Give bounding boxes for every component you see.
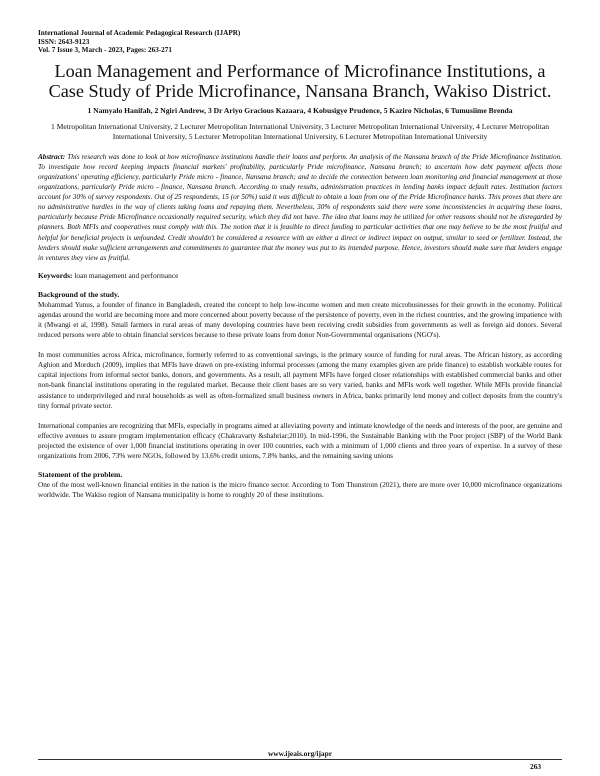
footer-divider — [38, 759, 562, 760]
journal-volume: Vol. 7 Issue 3, March - 2023, Pages: 263-271 — [38, 46, 172, 55]
journal-issn: ISSN: 2643-9123 — [38, 37, 90, 46]
statement-heading: Statement of the problem. — [38, 470, 123, 480]
page-number: 263 — [530, 762, 542, 771]
keywords-label: Keywords: — [38, 270, 73, 280]
footer-url[interactable]: www.ijeais.org/ijapr — [267, 749, 333, 758]
author-list: 1 Namyalo Hanifah, 2 Ngiri Andrew, 3 Dr Ariyo Gracious Kazaara, 4 Kobusigye Prudence, 5 Kaziro Nicholas, 6 Tumusiime Brenda — [87, 105, 513, 115]
journal-name: International Journal of Academic Pedagogical Research (IJAPR) — [38, 29, 241, 37]
journal-header — [38, 29, 562, 55]
background-heading: Background of the study. — [38, 289, 120, 299]
abstract-text: This research was done to look at how microfinance institutions handle their loans and perform. An analysis of the Nansana branch of the Pride Microfinance Institution. To investigate how record keeping impacts financial markets' profitability, particularly Pride microfinance, Nansana branch; to ascertain how debt payment affects those organizations' operating efficiency, particularly Pride micro - finance, Nansana branch; and to decide the connection between loan monitoring and financial management at those organizations, particularly Pride micro - finance, Nansana branch. According to study results, administration practices in lending banks impact default rates. Institution factors account for 30% of survey respondents. Out of 25 respondents, 15 (or 50%) said it was difficult to obtain a loan from one of the Pride Microfinance banks. This proves that there are no administrative hurdles in the way of clients taking loans and repaying them. Nevertheless, 30% of respondents said there were some inconsistencies in acquiring these loans, particularly because Pride Microfinance occasionally required security, which they did not have. The idea that loans may be utilized for other reasons should not be disregarded by planners. Both MFIs and cooperatives must comply with this. The notion that it is feasible to direct funding to particular activities that one may believe to be the most fruitful and helpful for beneficial projects is unfounded. Credit shouldn't be considered a resource with an either a direct or indirect impact on output, similar to seed or fertilizer. Instead, the lenders should make sufficient arrangements and commitments to guarantee that the money was put to its intended purpose. Hence, investors should make sure that lenders engage in ventures they view as fruitful. — [38, 152, 562, 262]
affiliation-list: 1 Metropolitan International University, 2 Lecturer Metropolitan International University, 3 Lecturer Metropolitan International University, 4 Lecturer Metropolitan International University, 5 Lecturer Metropolitan International University, 6 Lecturer Metropolitan International University — [50, 121, 550, 141]
background-paragraph-2: In most communities across Africa, microfinance, formerly referred to as conventional savings, is the primary source of funding for rural areas. The African history, as according Aghion and Morduch (2009), implies that MFIs have drawn on pre-existing informal processes (among the many examples given are pride finance) to establish workable routes for capital injections from informal sector banks, donors, and governments. As a result, all payment MFIs have forged closer relationships with established commercial banks and other non-bank financial institutions operating in the regulated market. Because their client bases are so very varied, banks and MFIs work well together. While MFIs provide financial assistance to underprivileged and rural households as well as often-formalized small business owners in Africa, banks primarily lend money and collect deposits from the country's tiny formal private sector. — [38, 351, 562, 410]
article-title: Loan Management and Performance of Microfinance Institutions, a Case Study of Pride Microfinance, Nansana Branch, Wakiso District. — [48, 60, 552, 101]
keywords — [38, 271, 562, 281]
abstract-label: Abstract: — [38, 152, 66, 161]
keywords-text: loan management and performance — [72, 270, 179, 280]
abstract — [38, 152, 562, 263]
background-paragraph-3: International companies are recognizing that MFIs, especially in programs aimed at alleviating poverty and intimate knowledge of the needs and interests of the poor, are genuine and effective avenues to assure program implementation efficacy (Chakravarty &shahriar;2010). In mid-1996, the Sustainable Banking with the Poor project (SBP) of the World Bank projected the existence of over 1,000 financial institutions operating in over 100 countries, each with a minimum of 1,000 clients and three years of expertise. In a survey of these organizations from 2006, 73% were NGOs, followed by 13.6% credit unions, 7.8% banks, and the remaining saving unions — [38, 421, 562, 461]
article-page — [38, 29, 562, 500]
background-paragraph-1: Mohammad Yunus, a founder of finance in Bangladesh, created the concept to help low-income women and men create microbusinesses for their growth in the economy. Political agendas around the world are becoming more and more concerned about poverty because of the persistence of poverty, even in the richest countries, and the growing impatience with it (Mwangi et al, 1998). Small farmers in rural areas of many developing countries have been receiving credit subsidies from governments as well as foreign aid donors. Several reduced persons were able to obtain financial services because to these private loans from donor Non-Governmental organisations (NGO's). — [38, 300, 562, 340]
statement-paragraph: One of the most well-known financial entities in the nation is the micro finance sector. According to Tom Thunstrom (2021), there are more over 10,000 microfinance organizations worldwide. The Wakiso region of Nansana municipality is home to roughly 20 of these institutions. — [38, 481, 562, 500]
